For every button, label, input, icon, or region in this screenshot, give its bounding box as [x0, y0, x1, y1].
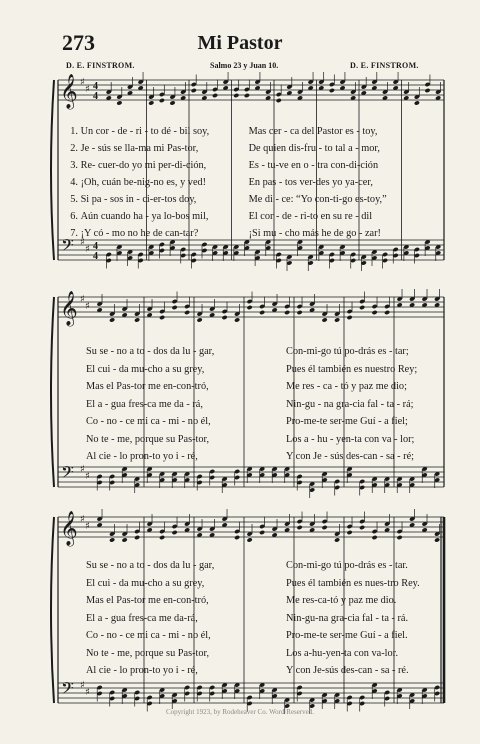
- treble-note: [116, 100, 122, 105]
- treble-note: [347, 530, 353, 535]
- verse-line: 4. ¡Oh, cuán be-nig-no es, y ved! En pas - tos ver-des yo ya-cer,: [70, 177, 373, 188]
- time-signature: 4: [93, 251, 98, 262]
- treble-note: [372, 535, 378, 540]
- verse-block-3: [86, 557, 466, 680]
- sharp-icon: ♯: [85, 471, 90, 482]
- treble-note: [159, 315, 165, 320]
- treble-note: [234, 317, 240, 322]
- treble-note: [384, 310, 390, 315]
- treble-note: [159, 535, 165, 540]
- verse-line: Co - no - ce mi ca - mi - no él, Pro-me-te ser-me Guí - a fiel;: [86, 416, 408, 427]
- verse-line: 1. Un cor - de - ri - to dé - bil soy, Mas cer - ca del Pastor es - toy,: [70, 126, 378, 137]
- bass-clef-icon: 𝄢: [61, 462, 74, 486]
- verse-line: El cui - da mu-cho a su grey, Pues él también es nuestro Rey;: [86, 363, 418, 375]
- treble-note: [372, 310, 378, 315]
- verse-line: Co - no - ce mi ca - mi - no él, Pro-me-te ser-me Guí - a fiel.: [86, 630, 408, 641]
- treble-note: [284, 310, 290, 315]
- treble-note: [397, 535, 403, 540]
- hymn-number: 273: [62, 30, 95, 55]
- treble-note: [109, 317, 115, 322]
- treble-note: [334, 317, 340, 322]
- copyright-footer: Copyright 1923, by Rodeheaver Co. Word Reserved.: [165, 708, 315, 716]
- sharp-icon: ♯: [80, 294, 85, 305]
- treble-note: [234, 535, 240, 540]
- verse-line: 5. Si pa - sos in - ci-er-tos doy, Me di - ce: “Yo con-ti-go es-toy,”: [70, 194, 387, 205]
- brace-icon: [51, 80, 54, 260]
- time-signature: 4: [93, 81, 98, 92]
- bass-clef-icon: 𝄢: [61, 678, 74, 702]
- treble-note: [159, 98, 165, 103]
- treble-note: [414, 100, 420, 105]
- composer-credit: D. E. FINSTROM.: [66, 61, 135, 70]
- verse-line: Al cie - lo pron-to yo i - ré, Y con Je-sús des-can - sa - ré.: [86, 665, 409, 676]
- treble-note: [222, 315, 228, 320]
- verse-line: No te - me, porque su Pas-tor, Los a - hu - yen-ta con va - lor;: [86, 433, 415, 445]
- verse-line: 2. Je - sús se lla-ma mi Pas-tor, De quien dis-fru - to tal a - mor,: [70, 143, 380, 154]
- verse-line: Su se - no a to - dos da lu - gar, Con-mi-go tú po-drás es - tar.: [86, 560, 408, 571]
- verse-line: 3. Re- cuer-do yo mi per-di-ción, Es - tu-ve en o - tra con-di-ción: [70, 160, 379, 171]
- treble-note: [259, 530, 265, 535]
- treble-note: [191, 88, 197, 93]
- treble-note: [259, 310, 265, 315]
- treble-note: [212, 93, 218, 98]
- treble-note: [197, 317, 203, 322]
- verse-line: El cui - da mu-cho a su grey, Pues él también es nues-tro Rey.: [86, 577, 420, 589]
- verse-line: El a - gua fres-ca me da-rá, Nin-gu-na gra-cia fal - ta - rá.: [86, 612, 409, 624]
- treble-note: [247, 305, 253, 310]
- treble-note: [172, 530, 178, 535]
- sharp-icon: ♯: [85, 687, 90, 698]
- treble-note: [359, 305, 365, 310]
- scripture-reference: Salmo 23 y Juan 10.: [210, 61, 279, 70]
- time-signature: 4: [93, 91, 98, 102]
- treble-note: [297, 310, 303, 315]
- treble-note: [148, 100, 154, 105]
- treble-note: [233, 93, 239, 98]
- sharp-icon: ♯: [85, 301, 90, 312]
- treble-clef-icon: 𝄞: [60, 74, 78, 109]
- treble-note: [322, 317, 328, 322]
- brace-icon: [51, 297, 54, 487]
- verse-line: No te - me, porque su Pas-tor, Los a-hu-yen-ta con va-lor.: [86, 647, 399, 659]
- sharp-icon: ♯: [80, 514, 85, 525]
- treble-note: [434, 537, 440, 542]
- verse-block-1: [58, 123, 387, 242]
- verse-line: 6. Aún cuando ha - ya lo-bos mil, El cor - de - ri-to en su re - dil: [70, 211, 373, 222]
- treble-note: [244, 93, 250, 98]
- treble-note: [134, 317, 140, 322]
- treble-note: [297, 525, 303, 530]
- treble-note: [109, 537, 115, 542]
- sharp-icon: ♯: [80, 237, 85, 248]
- sharp-icon: ♯: [85, 244, 90, 255]
- treble-note: [169, 100, 175, 105]
- treble-note: [184, 310, 190, 315]
- treble-clef-icon: 𝄞: [60, 511, 78, 546]
- author-credit: D. E. FINSTROM.: [350, 61, 419, 70]
- treble-note: [334, 537, 340, 542]
- treble-note: [134, 535, 140, 540]
- verse-line: Mas el Pas-tor me en-con-tró, Me res-ca-tó y paz me dio.: [86, 595, 397, 606]
- bass-clef-icon: 𝄢: [61, 235, 74, 259]
- verse-line: El a - gua fres-ca me da - rá, Nin-gu - na gra-cia fal - ta - rá;: [86, 398, 414, 410]
- verse-line: Su se - no a to - dos da lu - gar, Con-mi-go tú po-drás es - tar;: [86, 346, 409, 357]
- treble-note: [359, 525, 365, 530]
- treble-note: [247, 537, 253, 542]
- sharp-icon: ♯: [80, 464, 85, 475]
- treble-clef-icon: 𝄞: [60, 291, 78, 326]
- treble-note: [322, 525, 328, 530]
- hymn-title: Mi Pastor: [197, 32, 283, 54]
- treble-note: [424, 88, 430, 93]
- treble-note: [347, 315, 353, 320]
- verse-line: Mas el Pas-tor me en-con-tró, Me res - ca - tó y paz me dio;: [86, 381, 407, 392]
- sharp-icon: ♯: [85, 84, 90, 95]
- sharp-icon: ♯: [85, 521, 90, 532]
- treble-note: [276, 98, 282, 103]
- verse-line: 7. ¡Y có - mo no he de can-tar? ¡Si mu - cho más he de go - zar!: [70, 228, 381, 239]
- verse-block-2: [86, 343, 466, 466]
- treble-note: [329, 88, 335, 93]
- sharp-icon: ♯: [80, 77, 85, 88]
- brace-icon: [51, 517, 54, 703]
- time-signature: 4: [93, 241, 98, 252]
- treble-note: [172, 305, 178, 310]
- sharp-icon: ♯: [80, 680, 85, 691]
- treble-note: [122, 537, 128, 542]
- verse-line: Al cie - lo pron-to yo i - ré, Y con Je - sús des-can - sa - ré;: [86, 451, 414, 462]
